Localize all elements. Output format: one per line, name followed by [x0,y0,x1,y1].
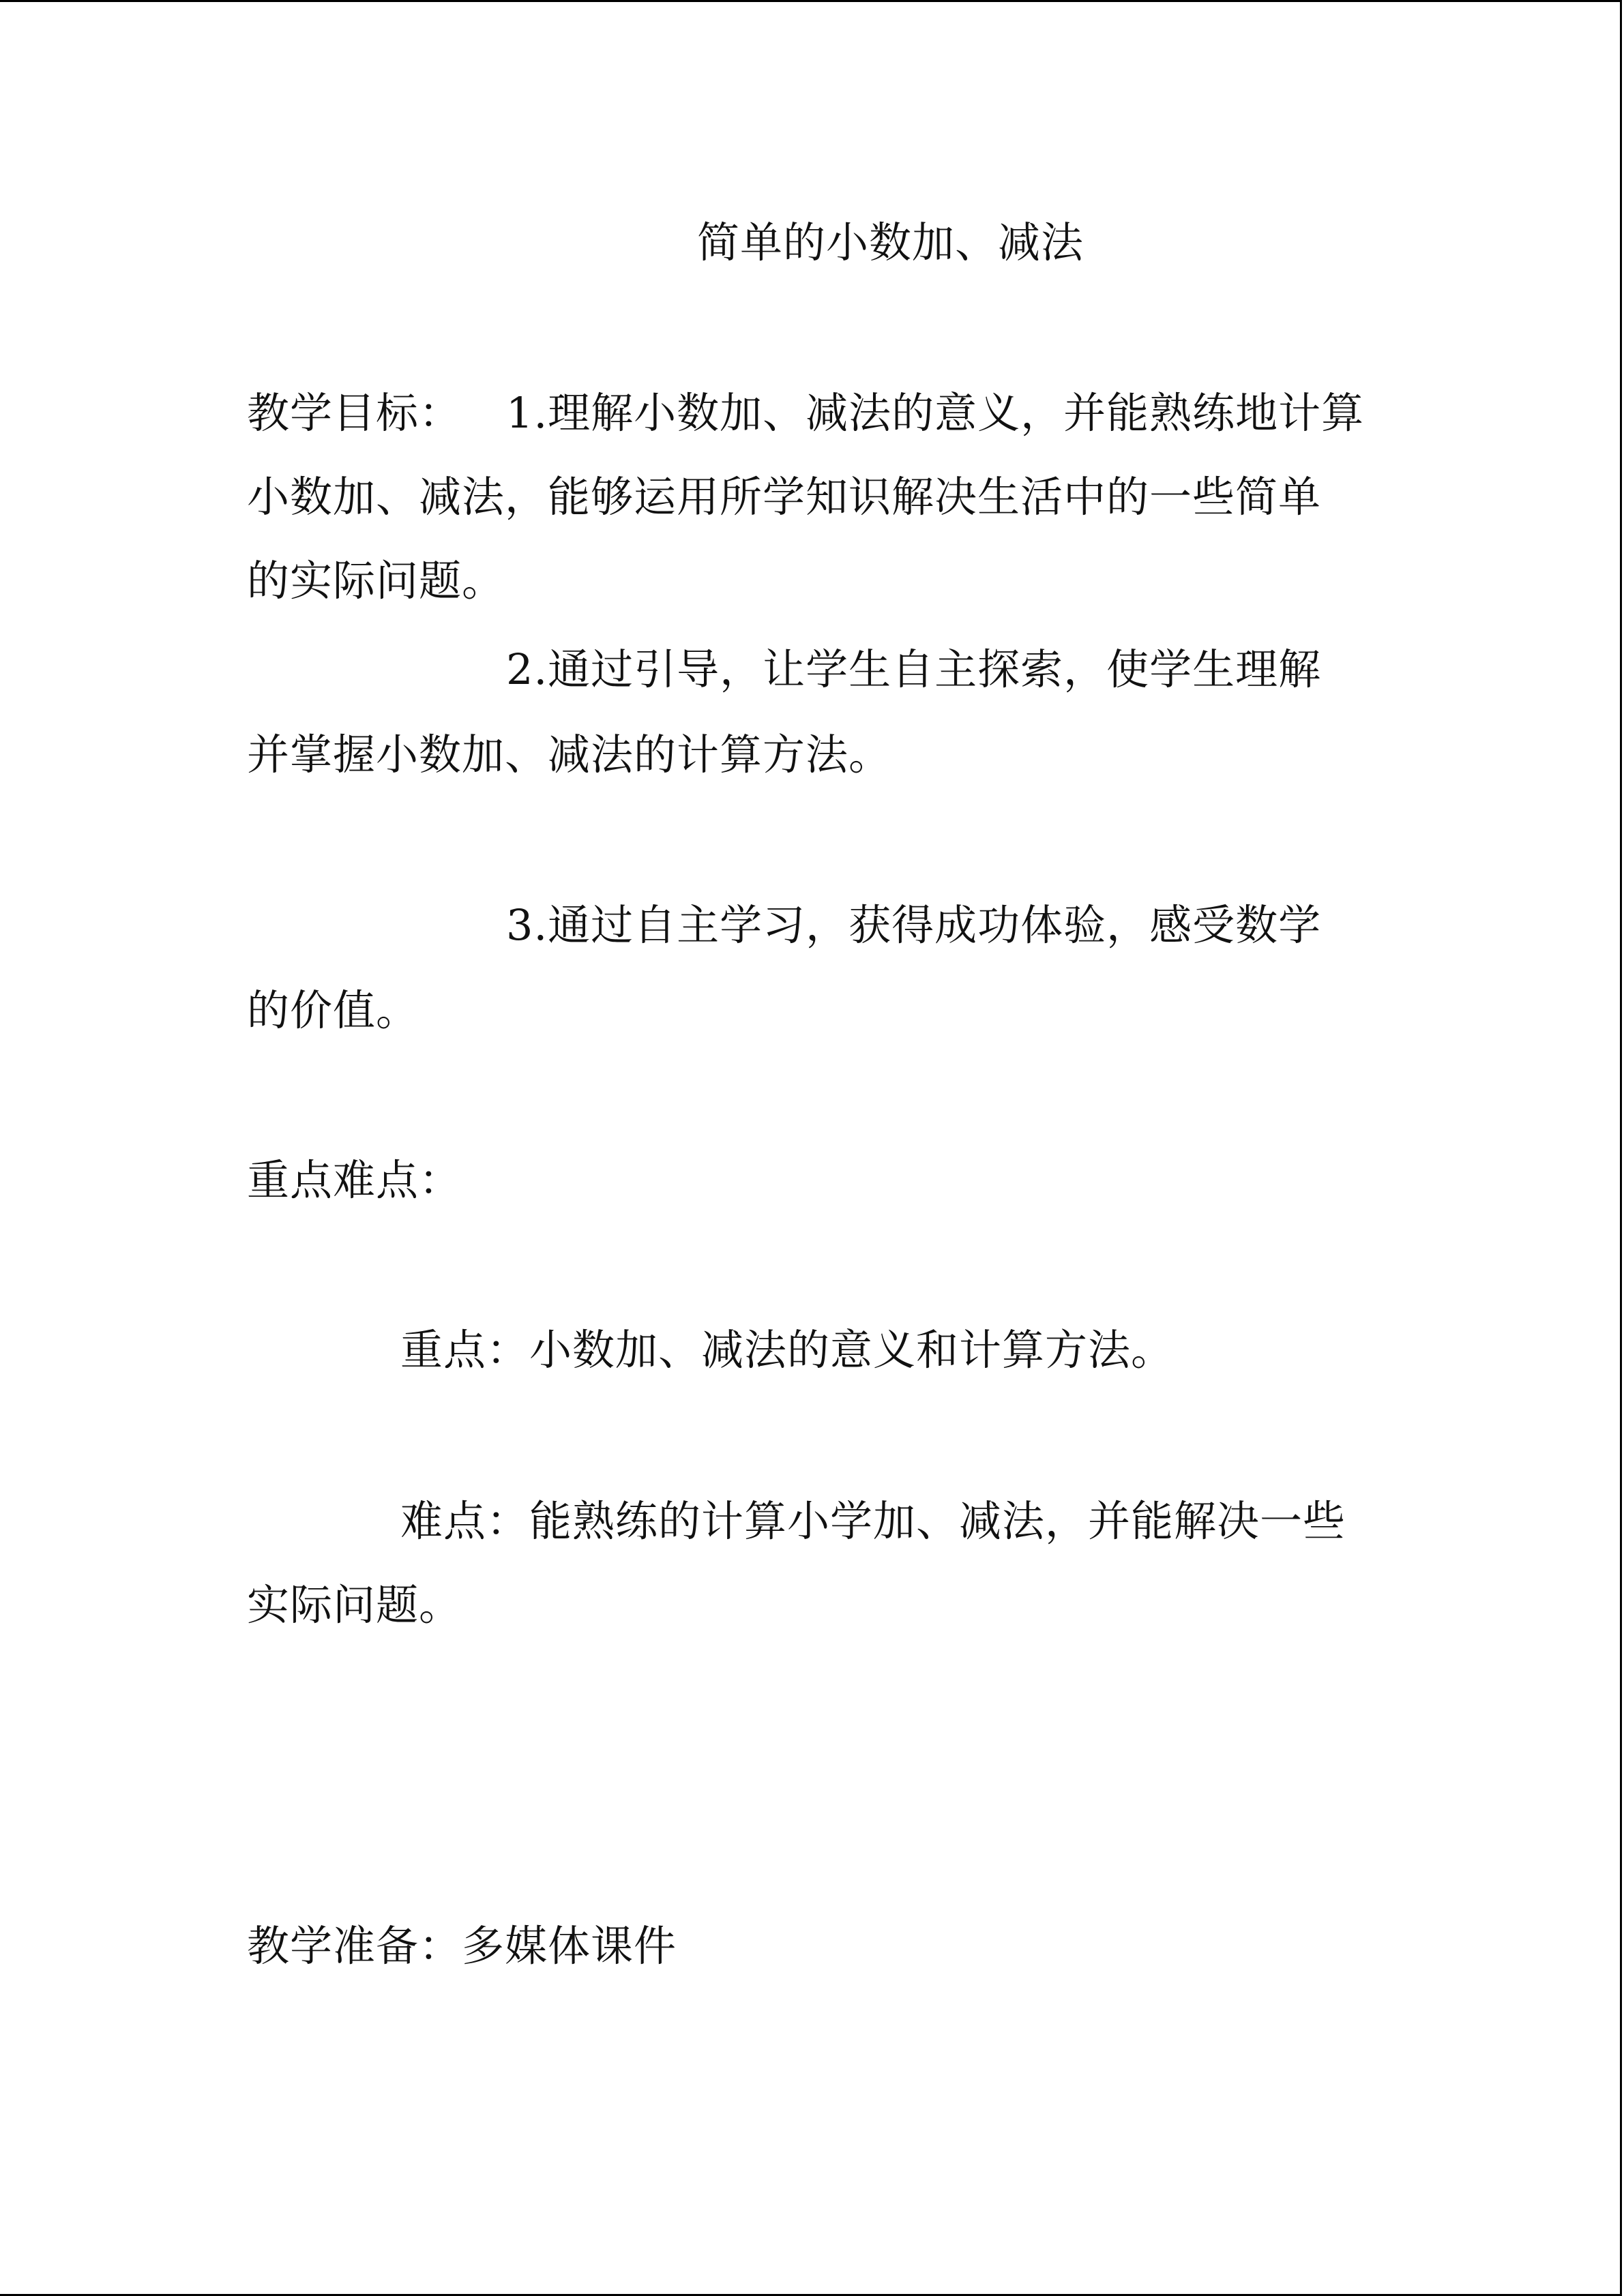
goal1-line2: 小数加、减法，能够运用所学知识解决生活中的一些简单 [247,472,1322,522]
goal1-line1: 1.理解小数加、减法的意义，并能熟练地计算 [506,388,1365,438]
document-title: 简单的小数加、减法 [697,218,1084,267]
preparation: 教学准备：多媒体课件 [247,1921,677,1971]
goal2-line2: 并掌握小数加、减法的计算方法。 [247,730,892,779]
key-point: 重点：小数加、减法的意义和计算方法。 [400,1325,1175,1375]
key-difficult-label: 重点难点： [247,1155,462,1205]
goal3-line2: 的价值。 [247,985,419,1035]
difficult-line2: 实际问题。 [247,1580,462,1630]
goal3-line1: 3.通过自主学习，获得成功体验，感受数学 [506,900,1322,950]
goals-label: 教学目标： [247,388,462,438]
goal2-line1: 2.通过引导，让学生自主探索，使学生理解 [506,644,1322,694]
goal1-line3: 的实际问题。 [247,556,505,606]
difficult-line1: 难点：能熟练的计算小学加、减法，并能解决一些 [400,1496,1346,1546]
